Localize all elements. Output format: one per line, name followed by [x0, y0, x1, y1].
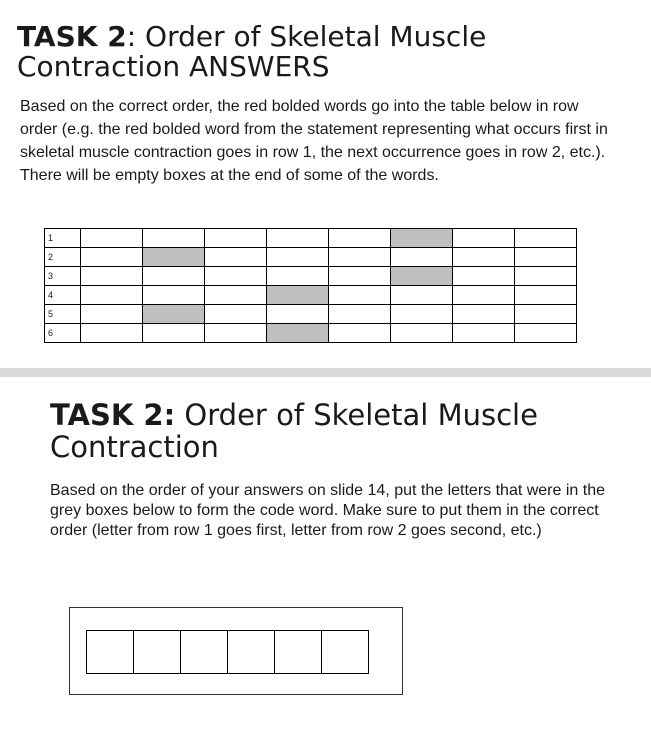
- answers-instructions: Based on the correct order, the red bolded words go into the table below in row order (e.g. the red bolded word from the statement representing what occurs first in skeletal muscle contraction goes in row 1, the next occurrence goes in row 2, etc.). There will be empty boxes at the end of some of the words.: [20, 98, 608, 184]
- grey-letter-cell[interactable]: [267, 324, 329, 343]
- letter-cell[interactable]: [515, 248, 577, 267]
- letter-cell[interactable]: [453, 248, 515, 267]
- letter-cell[interactable]: [329, 267, 391, 286]
- row-number: 3: [45, 267, 81, 286]
- letter-cell[interactable]: [453, 267, 515, 286]
- code-letter-box[interactable]: [86, 630, 134, 674]
- answers-slide: [0, 0, 651, 368]
- grey-letter-cell[interactable]: [143, 248, 205, 267]
- row-number: 1: [45, 229, 81, 248]
- row-number: 6: [45, 324, 81, 343]
- code-letter-box[interactable]: [321, 630, 369, 674]
- title-task-label: TASK 2:: [50, 398, 176, 432]
- letter-cell[interactable]: [329, 229, 391, 248]
- letter-cell[interactable]: [515, 229, 577, 248]
- letter-cell[interactable]: [267, 305, 329, 324]
- letter-cell[interactable]: [329, 324, 391, 343]
- letter-cell[interactable]: [267, 229, 329, 248]
- row-number: 2: [45, 248, 81, 267]
- table-row: [45, 286, 577, 305]
- table-row: [45, 324, 577, 343]
- code-letter-box[interactable]: [133, 630, 181, 674]
- letter-cell[interactable]: [453, 305, 515, 324]
- letter-cell[interactable]: [81, 286, 143, 305]
- letter-cell[interactable]: [267, 248, 329, 267]
- grey-letter-cell[interactable]: [267, 286, 329, 305]
- letter-cell[interactable]: [205, 286, 267, 305]
- letter-cell[interactable]: [391, 305, 453, 324]
- table-row: [45, 248, 577, 267]
- letter-cell[interactable]: [205, 324, 267, 343]
- code-letter-box[interactable]: [274, 630, 322, 674]
- letter-cell[interactable]: [81, 229, 143, 248]
- letter-cell[interactable]: [515, 305, 577, 324]
- grey-letter-cell[interactable]: [143, 305, 205, 324]
- grey-letter-cell[interactable]: [391, 229, 453, 248]
- slide-divider: [0, 368, 651, 377]
- grey-letter-cell[interactable]: [391, 267, 453, 286]
- letter-cell[interactable]: [329, 248, 391, 267]
- letter-cell[interactable]: [143, 324, 205, 343]
- letter-cell[interactable]: [453, 286, 515, 305]
- letter-cell[interactable]: [205, 305, 267, 324]
- code-letter-box[interactable]: [227, 630, 275, 674]
- table-row: [45, 305, 577, 324]
- row-number: 5: [45, 305, 81, 324]
- table-row: [45, 267, 577, 286]
- title-task-label: TASK 2: [17, 20, 127, 53]
- letter-cell[interactable]: [391, 324, 453, 343]
- title-task-text: : Order of Skeletal Muscle Contraction ANSWERS: [17, 20, 487, 83]
- letter-cell[interactable]: [81, 248, 143, 267]
- letter-cell[interactable]: [515, 286, 577, 305]
- letter-cell[interactable]: [453, 229, 515, 248]
- code-word-boxes: [86, 630, 369, 674]
- title-task-text: Order of Skeletal Muscle Contraction: [50, 398, 538, 464]
- code-word-slide-title: [50, 399, 651, 463]
- letter-cell[interactable]: [143, 267, 205, 286]
- table-row: [45, 229, 577, 248]
- code-word-instructions: Based on the order of your answers on slide 14, put the letters that were in the grey boxes below to form the code word. Make sure to put them in the correct order (letter from row 1 goes first, letter from row 2 goes second, etc.): [50, 482, 605, 539]
- letter-cell[interactable]: [329, 305, 391, 324]
- letter-cell[interactable]: [329, 286, 391, 305]
- letter-cell[interactable]: [453, 324, 515, 343]
- letter-cell[interactable]: [81, 305, 143, 324]
- letter-cell[interactable]: [205, 248, 267, 267]
- letter-cell[interactable]: [205, 267, 267, 286]
- code-word-slide: [0, 377, 651, 741]
- answers-slide-title: [17, 22, 651, 82]
- row-number: 4: [45, 286, 81, 305]
- letter-cell[interactable]: [267, 267, 329, 286]
- letter-cell[interactable]: [205, 229, 267, 248]
- letter-cell[interactable]: [81, 267, 143, 286]
- letter-cell[interactable]: [391, 286, 453, 305]
- letter-cell[interactable]: [143, 286, 205, 305]
- answer-table: [44, 228, 577, 343]
- letter-cell[interactable]: [81, 324, 143, 343]
- code-letter-box[interactable]: [180, 630, 228, 674]
- letter-cell[interactable]: [515, 267, 577, 286]
- letter-cell[interactable]: [391, 248, 453, 267]
- letter-cell[interactable]: [143, 229, 205, 248]
- letter-cell[interactable]: [515, 324, 577, 343]
- code-word-frame: [69, 607, 403, 695]
